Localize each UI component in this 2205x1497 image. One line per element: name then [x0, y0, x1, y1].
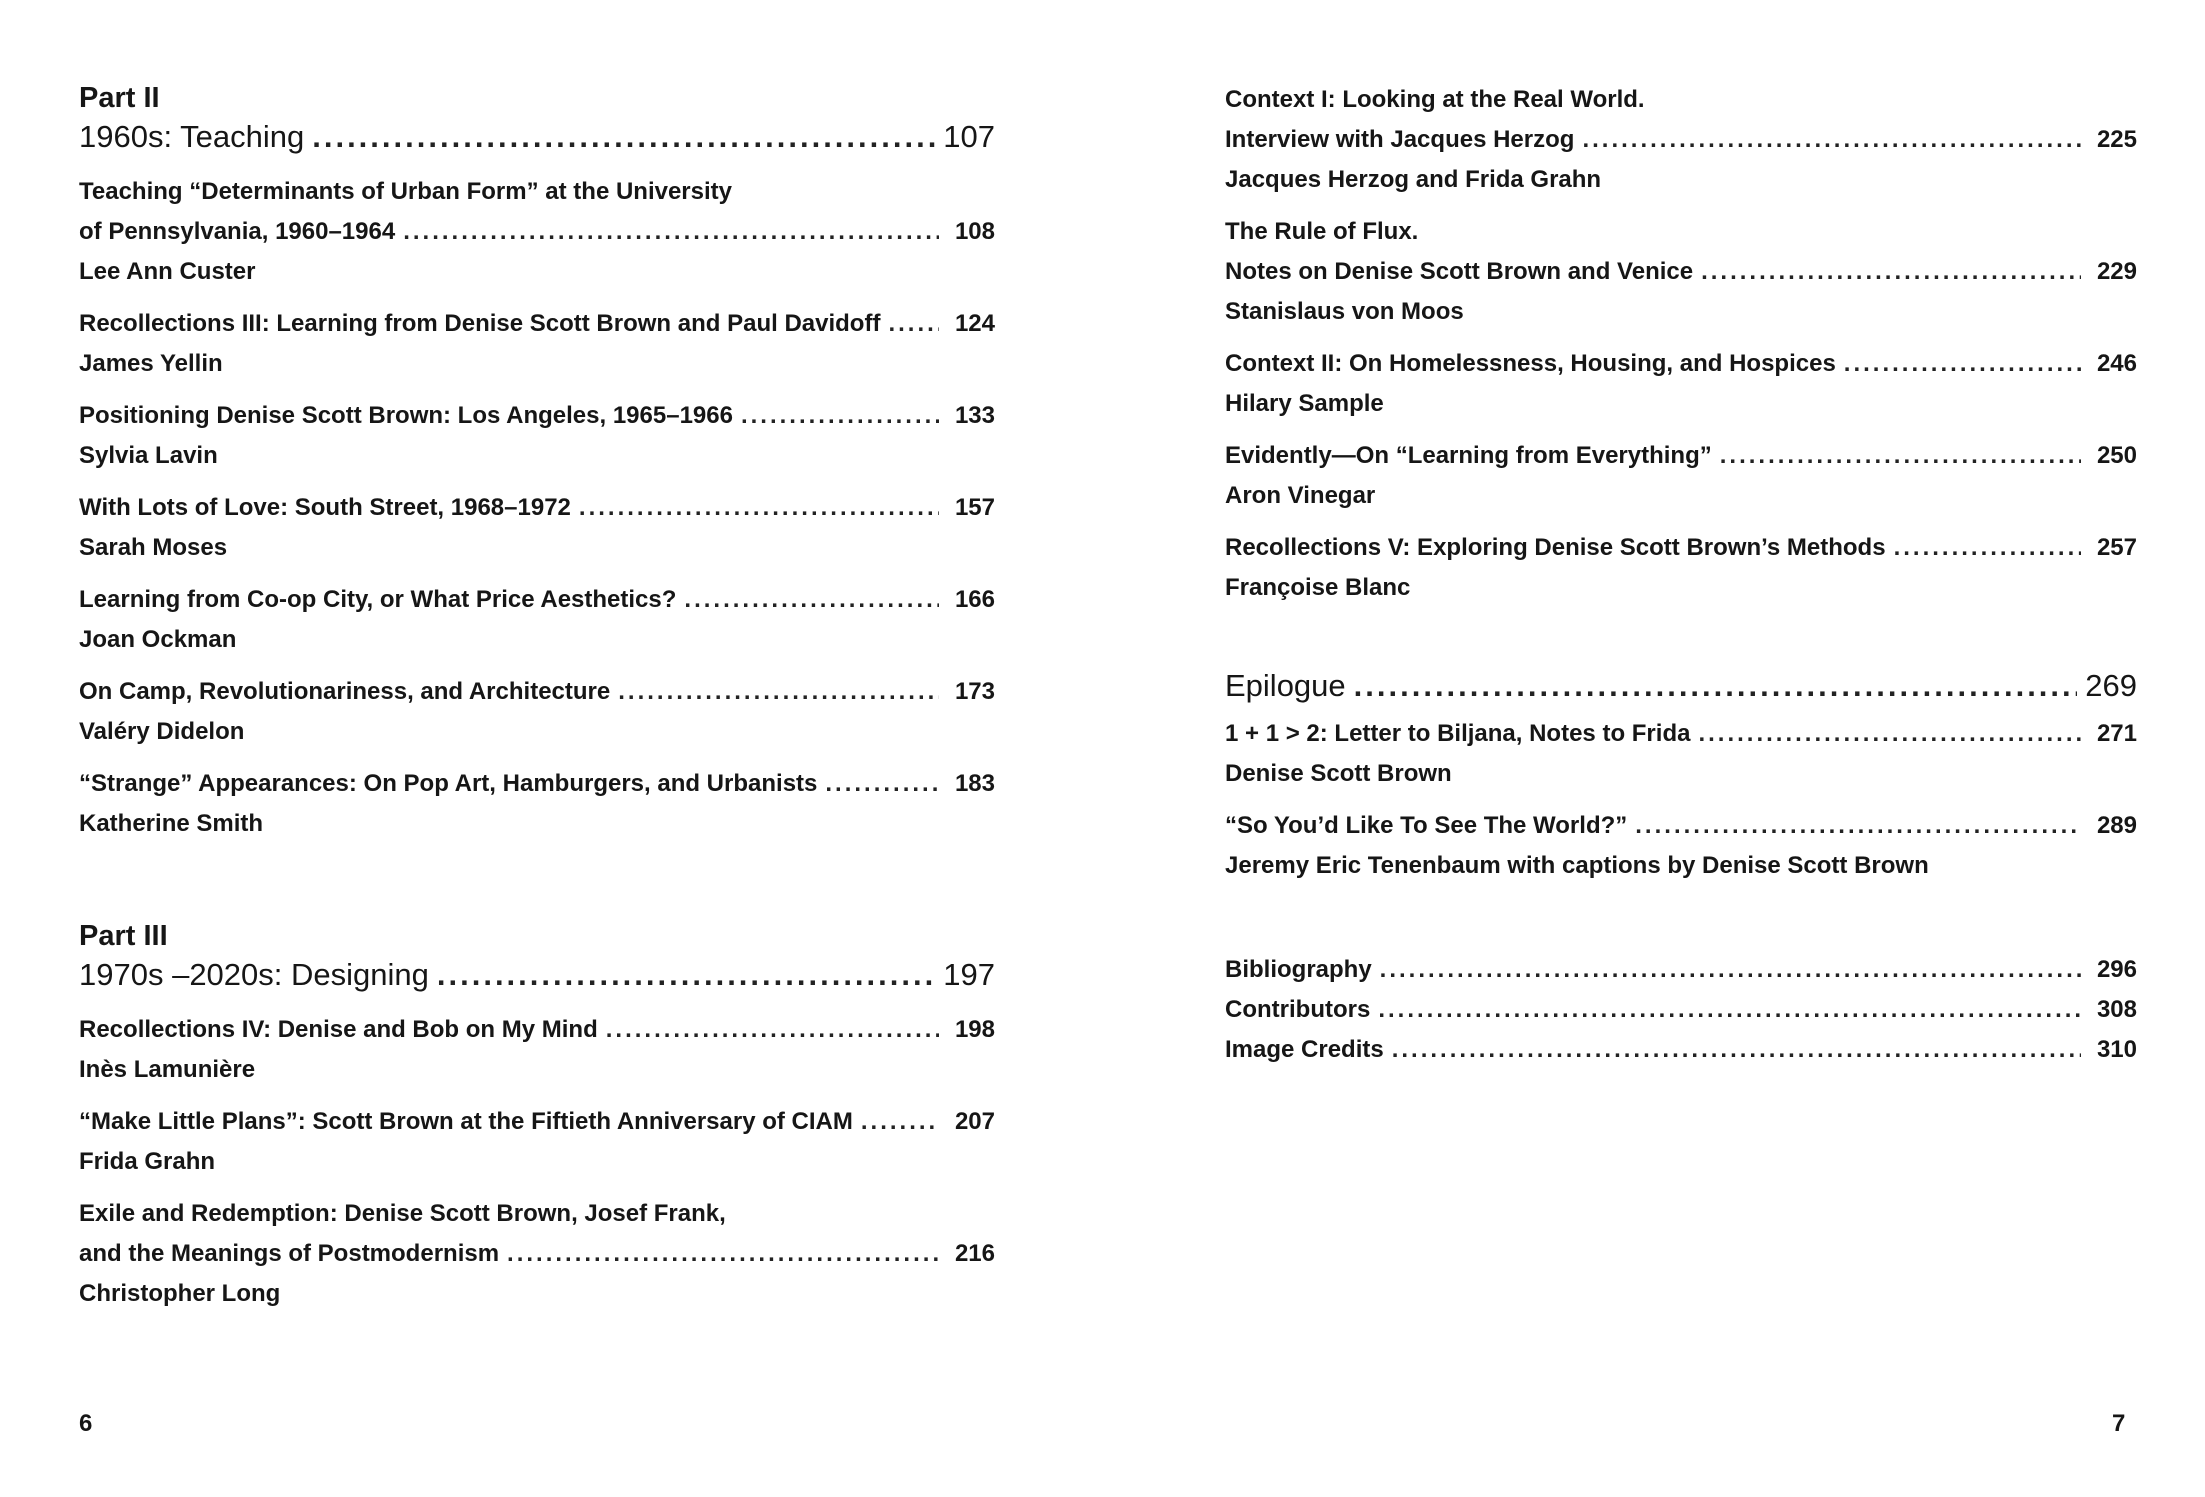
- back-matter-list: [1225, 950, 2137, 1070]
- leader-dots: [606, 1010, 939, 1050]
- part-label: Part II: [79, 82, 160, 114]
- entry-title-line: [1225, 120, 2137, 160]
- entry-title-line: [79, 1234, 995, 1274]
- part-label: Part III: [79, 920, 168, 952]
- leader-dots: [684, 580, 939, 620]
- entry-title: Positioning Denise Scott Brown: Los Angeles, 1965–1966: [79, 402, 733, 429]
- entry-title-line: [79, 396, 995, 436]
- entry-title-line: [1225, 436, 2137, 476]
- page-number: 310: [2096, 1036, 2137, 1063]
- entry-author: Sarah Moses: [79, 534, 228, 561]
- toc-entry: [79, 1194, 995, 1314]
- toc-entry: [79, 304, 995, 384]
- toc-entry: [79, 764, 995, 844]
- back-matter-item: [1225, 950, 2137, 990]
- leader-dots: [825, 764, 939, 804]
- entry-title-line: [79, 672, 995, 712]
- page-number: 124: [954, 310, 995, 337]
- leader-dots: [1720, 436, 2081, 476]
- leader-dots: [1701, 252, 2081, 292]
- entry-title: Recollections IV: Denise and Bob on My Mind: [79, 1016, 598, 1043]
- right-page-toc: [1225, 80, 2137, 1070]
- leader-dots: [618, 672, 939, 712]
- leader-dots: [861, 1102, 939, 1142]
- page-number: 246: [2096, 350, 2137, 377]
- toc-entry: [79, 1010, 995, 1090]
- page-number: 157: [954, 494, 995, 521]
- toc-entry: [79, 396, 995, 476]
- entry-author: Inès Lamunière: [79, 1056, 256, 1083]
- entry-title-line: [79, 212, 995, 252]
- leader-dots: [1894, 528, 2081, 568]
- leader-dots: [403, 212, 939, 252]
- leader-dots: [1635, 806, 2081, 846]
- page-number: 250: [2096, 442, 2137, 469]
- leader-dots: [507, 1234, 939, 1274]
- leader-dots: [1378, 990, 2081, 1030]
- toc-entry: [1225, 436, 2137, 516]
- entry-author: Jacques Herzog and Frida Grahn: [1225, 166, 1602, 193]
- entry-title-line: [79, 1010, 995, 1050]
- entry-author: Christopher Long: [79, 1280, 281, 1307]
- entry-title: 1 + 1 > 2: Letter to Biljana, Notes to Frida: [1225, 720, 1691, 747]
- entry-author: Jeremy Eric Tenenbaum with captions by Denise Scott Brown: [1225, 852, 1929, 879]
- entry-author: Françoise Blanc: [1225, 574, 1411, 601]
- entry-title-line: [1225, 80, 2137, 120]
- back-matter-label: Bibliography: [1225, 956, 1372, 983]
- entry-author: Denise Scott Brown: [1225, 760, 1452, 787]
- page-number: 269: [2085, 668, 2137, 703]
- page-number: 271: [2096, 720, 2137, 747]
- entry-title: “So You’d Like To See The World?”: [1225, 812, 1628, 839]
- entry-author: Lee Ann Custer: [79, 258, 256, 285]
- leader-dots: [1380, 950, 2081, 990]
- entry-author: Stanislaus von Moos: [1225, 298, 1464, 325]
- epilogue-heading: [1225, 662, 2137, 710]
- entry-title: “Make Little Plans”: Scott Brown at the Fiftieth Anniversary of CIAM: [79, 1108, 853, 1135]
- entry-title-line: [1225, 714, 2137, 754]
- entry-title-line: [79, 304, 995, 344]
- entry-title-line: [79, 1194, 995, 1234]
- toc-entry: [79, 672, 995, 752]
- leader-dots: [741, 396, 939, 436]
- entry-title: Evidently—On “Learning from Everything”: [1225, 442, 1712, 469]
- left-page-folio: 6: [79, 1410, 93, 1437]
- page-number: 173: [954, 678, 995, 705]
- page-number: 133: [954, 402, 995, 429]
- entry-title-line: [1225, 344, 2137, 384]
- page-number: 198: [954, 1016, 995, 1043]
- entry-author: Joan Ockman: [79, 626, 237, 653]
- entry-title: Notes on Denise Scott Brown and Venice: [1225, 258, 1694, 285]
- entry-author: Hilary Sample: [1225, 390, 1384, 417]
- entry-title: Context I: Looking at the Real World.: [1225, 86, 1645, 113]
- toc-entry: [1225, 212, 2137, 332]
- entry-title-line: [1225, 252, 2137, 292]
- section-spacer: [1225, 620, 2137, 662]
- entry-author: Katherine Smith: [79, 810, 264, 837]
- entry-author: Aron Vinegar: [1225, 482, 1376, 509]
- page-number: 216: [954, 1240, 995, 1267]
- part-title-line: [79, 116, 995, 158]
- entry-title-line: [1225, 528, 2137, 568]
- section-spacer: [79, 856, 995, 918]
- entry-title: of Pennsylvania, 1960–1964: [79, 218, 396, 245]
- back-matter-label: Contributors: [1225, 996, 1371, 1023]
- entry-title-line: [1225, 806, 2137, 846]
- entry-title: Learning from Co-op City, or What Price Aesthetics?: [79, 586, 677, 613]
- toc-entry: [1225, 714, 2137, 794]
- epilogue-title: Epilogue: [1225, 668, 1346, 703]
- entry-title-line: [1225, 212, 2137, 252]
- right-page-folio: 7: [2112, 1410, 2126, 1437]
- toc-entry: [79, 1102, 995, 1182]
- left-page-toc: [79, 80, 995, 1326]
- entry-title: Recollections V: Exploring Denise Scott Brown’s Methods: [1225, 534, 1886, 561]
- part-title-line: [79, 954, 995, 996]
- leader-dots: [1392, 1030, 2081, 1070]
- page-number: 225: [2096, 126, 2137, 153]
- page-number: 197: [943, 957, 995, 992]
- leader-dots: [1698, 714, 2081, 754]
- page-number: 107: [943, 119, 995, 154]
- leader-dots: [1844, 344, 2081, 384]
- entry-author: Valéry Didelon: [79, 718, 245, 745]
- leader-dots: [437, 954, 935, 996]
- page-number: 289: [2096, 812, 2137, 839]
- toc-entry: [1225, 80, 2137, 200]
- toc-entry: [1225, 806, 2137, 886]
- page-number: 308: [2096, 996, 2137, 1023]
- entry-title: Interview with Jacques Herzog: [1225, 126, 1575, 153]
- entry-title: “Strange” Appearances: On Pop Art, Hamburgers, and Urbanists: [79, 770, 818, 797]
- toc-entry: [79, 580, 995, 660]
- part-title: 1970s –2020s: Designing: [79, 957, 429, 992]
- toc-entry: [1225, 528, 2137, 608]
- back-matter-label: Image Credits: [1225, 1036, 1384, 1063]
- entry-title: and the Meanings of Postmodernism: [79, 1240, 500, 1267]
- leader-dots: [1354, 662, 2078, 710]
- back-matter-item: [1225, 990, 2137, 1030]
- entry-title: Exile and Redemption: Denise Scott Brown, Josef Frank,: [79, 1200, 726, 1227]
- entry-title-line: [79, 1102, 995, 1142]
- page-number: 183: [954, 770, 995, 797]
- entry-title: Context II: On Homelessness, Housing, and Hospices: [1225, 350, 1836, 377]
- entry-title-line: [79, 172, 995, 212]
- part-iii-header: [79, 918, 995, 996]
- entry-title: Recollections III: Learning from Denise Scott Brown and Paul Davidoff: [79, 310, 881, 337]
- page-number: 166: [954, 586, 995, 613]
- section-spacer: [1225, 898, 2137, 950]
- entry-author: Sylvia Lavin: [79, 442, 218, 469]
- page-number: 296: [2096, 956, 2137, 983]
- leader-dots: [888, 304, 939, 344]
- entry-title: With Lots of Love: South Street, 1968–1972: [79, 494, 571, 521]
- entry-author: James Yellin: [79, 350, 223, 377]
- page-number: 229: [2096, 258, 2137, 285]
- leader-dots: [579, 488, 939, 528]
- back-matter-item: [1225, 1030, 2137, 1070]
- part-ii-header: [79, 80, 995, 158]
- entry-title-line: [79, 580, 995, 620]
- entry-title-line: [79, 488, 995, 528]
- leader-dots: [312, 116, 935, 158]
- entry-title: The Rule of Flux.: [1225, 218, 1419, 245]
- page-number: 207: [954, 1108, 995, 1135]
- toc-entry: [1225, 344, 2137, 424]
- leader-dots: [1582, 120, 2081, 160]
- entry-title: On Camp, Revolutionariness, and Architecture: [79, 678, 611, 705]
- toc-entry: [79, 488, 995, 568]
- toc-entry: [79, 172, 995, 292]
- entry-title: Teaching “Determinants of Urban Form” at the University: [79, 178, 733, 205]
- page-number: 108: [954, 218, 995, 245]
- entry-title-line: [79, 764, 995, 804]
- part-title: 1960s: Teaching: [79, 119, 305, 154]
- entry-author: Frida Grahn: [79, 1148, 216, 1175]
- page-number: 257: [2096, 534, 2137, 561]
